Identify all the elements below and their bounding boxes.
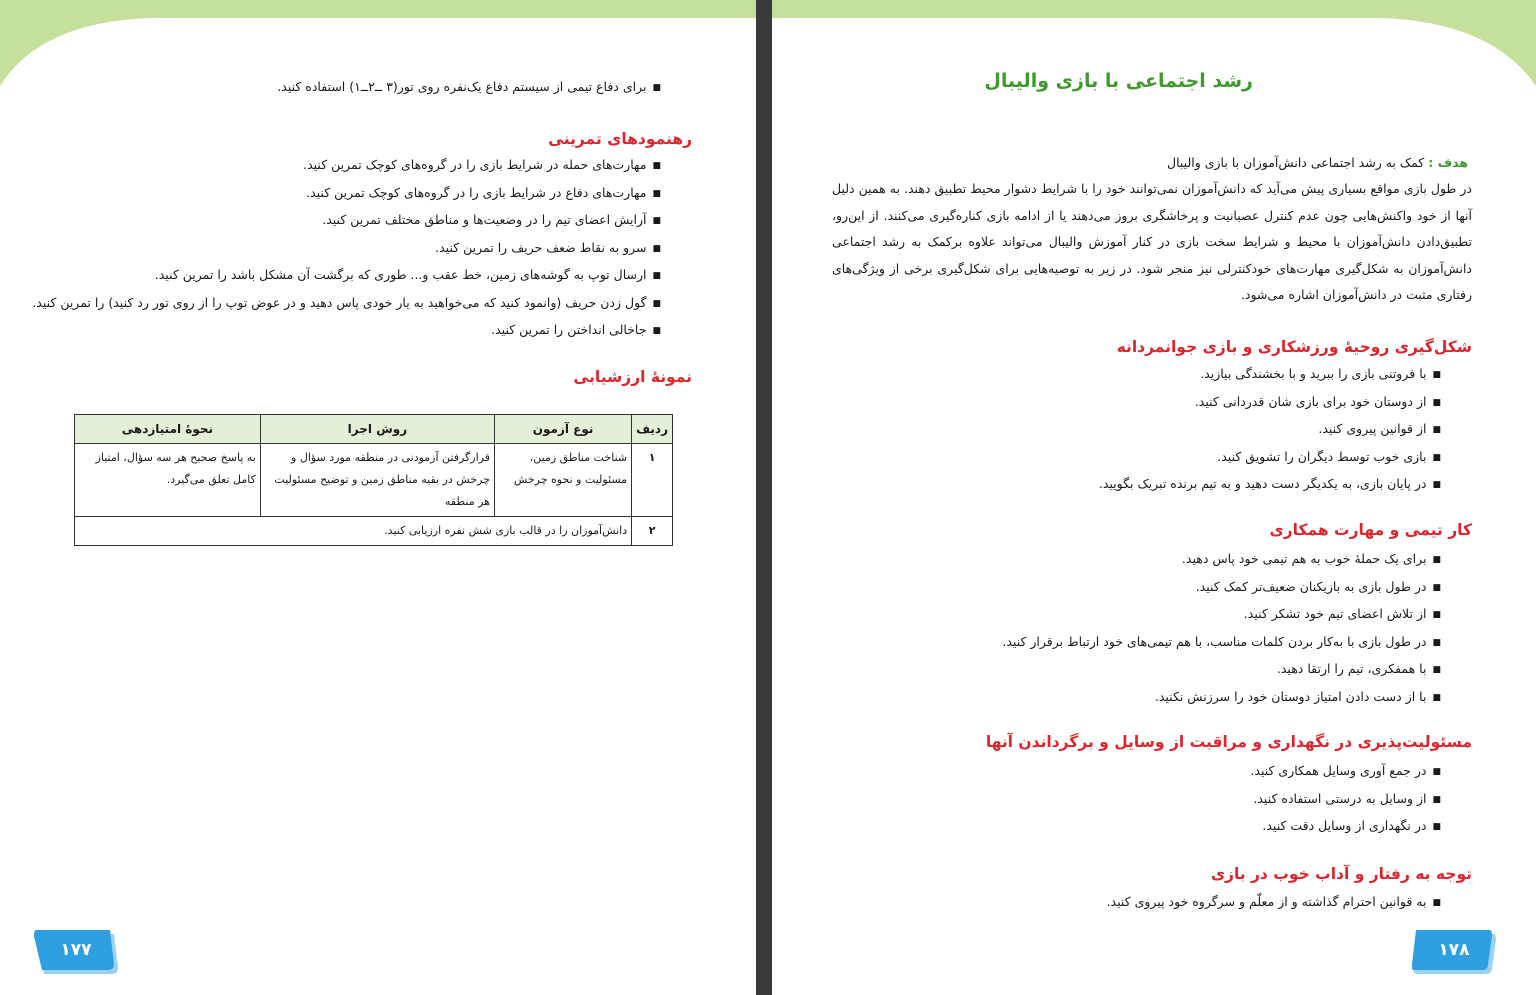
list-item: ■ جاخالی انداختن را تمرین کنید. — [32, 317, 661, 345]
book-spine — [756, 0, 772, 995]
page-number-tab — [34, 930, 118, 974]
list-item: ■ در پایان بازی، به یکدیگر دست دهید و به تیم برنده تبریک بگویید. — [1099, 471, 1441, 499]
page-title: رشد اجتماعی با بازی والیبال — [984, 70, 1253, 92]
section-heading-behavior: توجه به رفتار و آداب خوب در بازی — [1210, 865, 1472, 883]
table-header-row — [75, 415, 673, 444]
table-cell: دانش‌آموزان را در قالب بازی شش نفره ارزیابی کنید. — [75, 517, 632, 546]
table-header-cell: نوع آزمون — [495, 415, 632, 444]
guidelines-list — [32, 152, 661, 345]
list-item: ■ از قوانین پیروی کنید. — [1099, 416, 1441, 444]
list-item: ■ با همفکری، تیم را ارتقا دهید. — [1002, 656, 1441, 684]
intro-bullet-list — [277, 74, 661, 102]
page-number: ۱۷۸ — [1438, 940, 1470, 960]
assessment-table — [74, 414, 673, 546]
behavior-list — [1107, 889, 1441, 917]
teamwork-list — [1002, 546, 1441, 711]
table-row — [75, 444, 673, 517]
list-item: ■ مهارت‌های دفاع در شرایط بازی را در گروه‌های کوچک تمرین کنید. — [32, 180, 661, 208]
section-heading-teamwork: کار تیمی و مهارت همکاری — [1269, 521, 1472, 539]
list-item: ■ در جمع آوری وسایل همکاری کنید. — [1250, 758, 1441, 786]
responsibility-list — [1250, 758, 1441, 841]
list-item: ■ برای یک حملهٔ خوب به هم تیمی خود پاس دهید. — [1002, 546, 1441, 574]
page-number: ۱۷۷ — [60, 940, 92, 960]
list-item: ■ با فروتنی بازی را ببرید و با بخشندگی بیازید. — [1099, 361, 1441, 389]
list-item: ■ بازی خوب توسط دیگران را تشویق کنید. — [1099, 444, 1441, 472]
intro-bullet: ■ برای دفاع تیمی از سیستم دفاع یک‌نفره روی تور(۳ ــ۲ــ۱) استفاده کنید. — [277, 74, 661, 102]
list-item: ■ گول زدن حریف (وانمود کنید که می‌خواهید به یار خودی پاس دهید و در عوض توپ را از روی تور رد کنید) را تمرین کنید. — [32, 290, 661, 318]
list-item: ■ در طول بازی به بازیکنان ضعیف‌تر کمک کنید. — [1002, 574, 1441, 602]
table-row — [75, 517, 673, 546]
section-heading-sportsmanship: شکل‌گیری روحیهٔ ورزشکاری و بازی جوانمردانه — [1116, 338, 1472, 356]
list-item: ■ در نگهداری از وسایل دقت کنید. — [1250, 813, 1441, 841]
guidelines-heading: رهنمودهای تمرینی — [548, 130, 692, 148]
list-item: ■ در طول بازی با به‌کار بردن کلمات مناسب، با هم تیمی‌های خود ارتباط برقرار کنید. — [1002, 629, 1441, 657]
list-item: ■ از تلاش اعضای تیم خود تشکر کنید. — [1002, 601, 1441, 629]
intro-paragraph: در طول بازی مواقع بسیاری پیش می‌آید که دانش‌آموزان نمی‌توانند خود را با شرایط دشوار محیط تطبیق دهند. به همین دلیل آنها از خود واکنش‌هایی چون عدم کنترل عصبانیت و پرخاشگری بروز می‌دهند یا از ادامه بازی کناره‌گیری می‌کنند. از این‌رو، تطبیق‌دادن دانش‌آموزان با محیط و شرایط سخت بازی در کنار آموزش والیبال می‌تواند علاوه برکمک به رشد اجتماعی دانش‌آموزان به شکل‌گیری مهارت‌های خودکنترلی نیز منجر شود. در زیر به توصیه‌هایی برای شکل‌گیری برخی از ویژگی‌های رفتاری مثبت در دانش‌آموزان اشاره می‌شود. — [832, 181, 1472, 302]
list-item: ■ از دوستان خود برای بازی شان قدردانی کنید. — [1099, 389, 1441, 417]
right-page — [772, 0, 1536, 995]
list-item: ■ سرو به نقاط ضعف حریف را تمرین کنید. — [32, 235, 661, 263]
table-cell: به پاسخ صحیح هر سه سؤال، امتیاز کامل تعلق می‌گیرد. — [75, 444, 261, 517]
goal-text: کمک به رشد اجتماعی دانش‌آموزان با بازی والیبال — [1167, 155, 1425, 170]
list-item: ■ ارسال توپ به گوشه‌های زمین، خط عقب و... طوری که برگشت آن مشکل باشد را تمرین کنید. — [32, 262, 661, 290]
left-page — [0, 0, 756, 995]
page-number-tab — [1412, 930, 1496, 974]
list-item: ■ مهارت‌های حمله در شرایط بازی را در گروه‌های کوچک تمرین کنید. — [32, 152, 661, 180]
list-item: ■ به قوانین احترام گذاشته و از معلّم و سرگروه خود پیروی کنید. — [1107, 889, 1441, 917]
section-heading-responsibility: مسئولیت‌پذیری در نگهداری و مراقبت از وسایل و برگرداندن آنها — [985, 733, 1472, 751]
table-header-cell: نحوهٔ امتیازدهی — [75, 415, 261, 444]
goal-line — [828, 150, 1468, 177]
list-item: ■ از وسایل به درستی استفاده کنید. — [1250, 786, 1441, 814]
table-header-cell: روش اجرا — [260, 415, 494, 444]
table-header-cell: ردیف — [632, 415, 673, 444]
list-item: ■ با از دست دادن امتیاز دوستان خود را سرزنش نکنید. — [1002, 684, 1441, 712]
table-cell: ۲ — [632, 517, 673, 546]
table-cell: قرارگرفتن آزمودنی در منطقه مورد سؤال و چرخش در بقیه مناطق زمین و توضیح مسئولیت هر منطقه — [260, 444, 494, 517]
list-item: ■ آرایش اعضای تیم را در وضعیت‌ها و مناطق مختلف تمرین کنید. — [32, 207, 661, 235]
assessment-heading: نمونهٔ ارزشیابی — [573, 368, 692, 386]
goal-label: هدف : — [1428, 155, 1468, 170]
table-cell: شناخت مناطق زمین، مسئولیت و نحوه چرخش — [495, 444, 632, 517]
sportsmanship-list — [1099, 361, 1441, 499]
table-cell: ۱ — [632, 444, 673, 517]
